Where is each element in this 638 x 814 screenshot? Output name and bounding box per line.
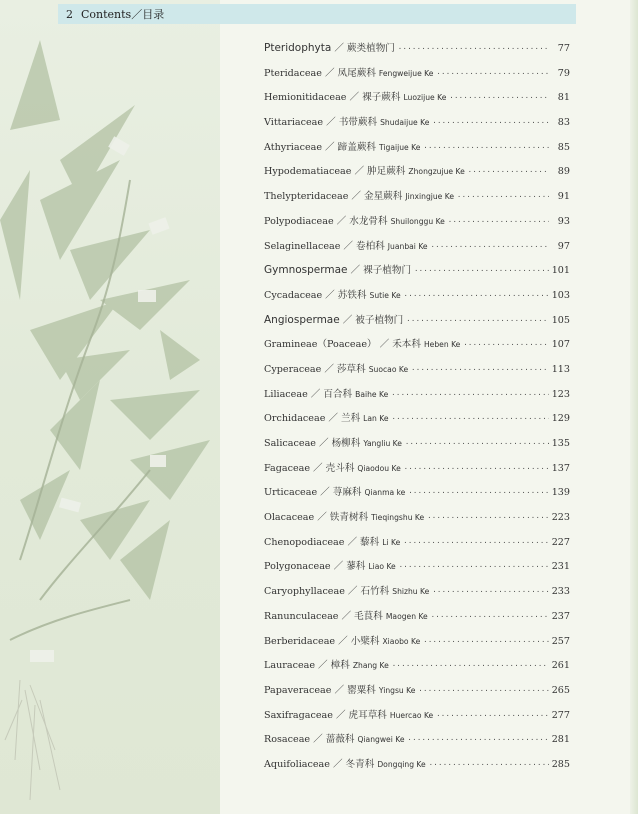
toc-entry[interactable] [264, 435, 570, 460]
toc-page-number: 97 [557, 240, 570, 252]
toc-entry[interactable] [264, 410, 570, 435]
toc-page-number: 129 [551, 413, 570, 425]
toc-page-number: 135 [551, 438, 570, 449]
toc-pinyin: Suocao Ke [368, 364, 409, 374]
toc-separator: ／ [342, 314, 353, 326]
toc-separator: ／ [354, 166, 365, 178]
running-header-title: Contents／目录 [81, 8, 165, 21]
toc-entry[interactable] [264, 534, 570, 559]
toc-latin-name: Athyriaceae [264, 141, 323, 153]
toc-leader-dots [423, 144, 549, 152]
toc-page-number: 103 [551, 289, 570, 301]
toc-page-number: 79 [557, 67, 570, 79]
toc-separator: ／ [332, 758, 343, 770]
toc-separator: ／ [333, 561, 344, 573]
toc-chinese-name: 肿足蕨科 [367, 166, 406, 178]
toc-entry[interactable] [264, 608, 570, 633]
toc-leader-dots [414, 267, 549, 275]
toc-separator: ／ [325, 289, 335, 301]
toc-leader-dots [408, 489, 548, 497]
toc-separator: ／ [318, 660, 328, 672]
toc-pinyin: Maogen Ke [385, 611, 428, 621]
toc-leader-dots [411, 366, 549, 374]
toc-page-number: 277 [551, 709, 570, 721]
toc-leader-dots [418, 687, 548, 695]
toc-separator: ／ [341, 610, 352, 622]
toc-separator: ／ [328, 413, 338, 425]
toc-pinyin: Lan Ke [363, 414, 389, 424]
toc-page-number: 101 [551, 265, 570, 277]
toc-page-number: 233 [551, 586, 570, 598]
toc-latin-name: Salicaceae [264, 438, 316, 449]
toc-pinyin: Li Ke [382, 537, 401, 547]
toc-latin-name: Pteridaceae [264, 67, 322, 79]
page-number: 2 [66, 7, 73, 21]
toc-pinyin: Zhongzujue Ke [408, 167, 465, 177]
toc-chinese-name: 蓼科 [346, 561, 366, 573]
toc-separator: ／ [325, 141, 335, 153]
toc-entry[interactable] [264, 89, 570, 114]
toc-latin-name: Hemionitidaceae [264, 92, 347, 104]
toc-page-number: 107 [551, 339, 570, 351]
toc-latin-name: Selaginellaceae [264, 240, 341, 252]
toc-leader-dots [404, 465, 549, 473]
toc-page-number: 85 [557, 141, 570, 153]
toc-page-number: 105 [551, 314, 570, 326]
running-header [58, 4, 576, 24]
toc-chinese-name: 荨麻科 [332, 487, 362, 499]
toc-entry[interactable] [264, 65, 570, 90]
toc-page-number: 231 [551, 561, 570, 573]
toc-entry[interactable] [264, 509, 570, 534]
toc-chinese-name: 兰科 [340, 413, 361, 425]
toc-latin-name: Papaveraceae [264, 684, 332, 696]
toc-separator: ／ [351, 191, 361, 203]
toc-separator: ／ [334, 684, 345, 696]
toc-chinese-name: 杨柳科 [331, 438, 361, 449]
toc-pinyin: Zhang Ke [352, 661, 389, 671]
toc-leader-dots [399, 563, 549, 571]
toc-entry[interactable] [264, 731, 570, 756]
toc-chinese-name: 书带蕨科 [338, 117, 378, 129]
toc-chinese-name: 莎草科 [336, 363, 366, 375]
toc-pinyin: Qianma ke [364, 488, 406, 498]
toc-latin-name: Gramineae（Poaceae） [264, 339, 377, 351]
toc-chinese-name: 石竹科 [360, 586, 390, 598]
toc-pinyin: Heben Ke [423, 340, 461, 350]
toc-entry[interactable] [264, 558, 570, 583]
toc-latin-name: Cyperaceae [264, 363, 322, 375]
toc-separator: ／ [379, 339, 390, 351]
toc-latin-name: Saxifragaceae [264, 709, 333, 721]
toc-entry[interactable] [264, 40, 570, 65]
toc-leader-dots [463, 341, 548, 349]
toc-leader-dots [392, 415, 549, 423]
toc-pinyin: Luozijue Ke [403, 93, 447, 103]
toc-separator: ／ [347, 536, 358, 548]
toc-latin-name: Lauraceae [264, 660, 316, 672]
toc-page-number: 123 [551, 388, 570, 400]
toc-latin-name: Aquifoliaceae [264, 758, 330, 770]
toc-latin-name: Pteridophyta [264, 42, 332, 54]
toc-leader-dots [431, 613, 549, 621]
toc-page-number: 261 [551, 660, 570, 672]
toc-separator: ／ [349, 92, 360, 104]
toc-chinese-name: 凤尾蕨科 [337, 67, 376, 79]
toc-pinyin: Juanbai Ke [387, 241, 428, 251]
toc-entry[interactable] [264, 361, 570, 386]
toc-entry[interactable] [264, 386, 570, 411]
toc-separator: ／ [343, 240, 354, 252]
toc-page-number: 227 [551, 536, 570, 548]
toc-leader-dots [427, 514, 548, 522]
toc-chinese-name: 罂粟科 [347, 684, 376, 696]
toc-latin-name: Vittariaceae [264, 117, 324, 129]
toc-separator: ／ [347, 586, 358, 598]
toc-chinese-name: 冬青科 [345, 758, 375, 770]
plant-illustration-panel [0, 0, 220, 814]
toc-page-number: 83 [557, 117, 570, 129]
toc-separator: ／ [324, 363, 334, 375]
toc-pinyin: Baihe Ke [355, 389, 389, 399]
toc-entry[interactable] [264, 633, 570, 658]
toc-pinyin: Fengweijue Ke [378, 68, 434, 78]
toc-latin-name: Urticaceae [264, 487, 318, 499]
toc-page-number: 81 [557, 92, 570, 104]
toc-chinese-name: 蕨类植物门 [346, 43, 395, 54]
toc-page-number: 77 [557, 43, 570, 54]
toc-separator: ／ [320, 487, 330, 499]
toc-latin-name: Ranunculaceae [264, 610, 339, 622]
toc-pinyin: Huercao Ke [389, 710, 434, 720]
toc-latin-name: Fagaceae [264, 462, 311, 474]
toc-leader-dots [449, 94, 549, 102]
toc-pinyin: Qiaodou Ke [357, 463, 401, 473]
toc-separator: ／ [313, 462, 323, 474]
toc-leader-dots [448, 218, 549, 226]
toc-chinese-name: 卷柏科 [356, 240, 385, 252]
toc-pinyin: Xiaobo Ke [382, 636, 421, 646]
toc-leader-dots [404, 292, 549, 300]
toc-pinyin: Sutie Ke [369, 290, 401, 300]
toc-chinese-name: 金星蕨科 [363, 191, 403, 203]
toc-latin-name: Rosaceae [264, 734, 311, 746]
toc-chinese-name: 百合科 [323, 388, 353, 400]
toc-leader-dots [436, 712, 548, 720]
toc-chinese-name: 苏铁科 [337, 289, 367, 301]
toc-pinyin: Tieqingshu Ke [371, 513, 425, 523]
toc-separator: ／ [338, 635, 348, 647]
toc-pinyin: Tigaijue Ke [379, 142, 421, 152]
toc-entry[interactable] [264, 460, 570, 485]
toc-page-number: 93 [557, 215, 570, 227]
toc-latin-name: Olacaceae [264, 512, 315, 524]
toc-latin-name: Chenopodiaceae [264, 536, 345, 548]
toc-entry[interactable] [264, 336, 570, 361]
toc-page-number: 257 [551, 635, 570, 647]
toc-pinyin: Yingsu Ke [378, 685, 416, 695]
toc-latin-name: Berberidaceae [264, 635, 336, 647]
toc-leader-dots [408, 736, 549, 744]
toc-leader-dots [392, 662, 549, 670]
toc-chinese-name: 藜科 [360, 536, 380, 548]
page-edge [630, 0, 638, 814]
toc-chinese-name: 虎耳草科 [348, 709, 387, 721]
toc-chinese-name: 毛茛科 [354, 610, 383, 622]
toc-leader-dots [403, 539, 548, 547]
toc-entry[interactable] [264, 188, 570, 213]
toc-latin-name: Polypodiaceae [264, 215, 334, 227]
toc-entry[interactable] [264, 114, 570, 139]
toc-pinyin: Yangliu Ke [363, 439, 402, 448]
toc-latin-name: Liliaceae [264, 388, 308, 400]
toc-entry[interactable] [264, 583, 570, 608]
toc-separator: ／ [336, 215, 347, 227]
toc-separator: ／ [310, 388, 321, 400]
toc-entry[interactable] [264, 312, 570, 337]
toc-leader-dots [431, 243, 549, 251]
toc-entry[interactable] [264, 484, 570, 509]
toc-leader-dots [391, 391, 548, 399]
toc-chinese-name: 蔷薇科 [325, 734, 355, 746]
toc-chinese-name: 小檗科 [350, 635, 380, 647]
toc-page-number: 113 [551, 363, 570, 375]
toc-separator: ／ [335, 709, 346, 721]
toc-leader-dots [398, 45, 549, 53]
toc-separator: ／ [318, 438, 329, 449]
toc-latin-name: Polygonaceae [264, 561, 331, 573]
toc-page-number: 265 [551, 684, 570, 696]
toc-latin-name: Thelypteridaceae [264, 191, 349, 203]
toc-latin-name: Orchidaceae [264, 413, 326, 425]
toc-latin-name: Angiospermae [264, 313, 340, 326]
toc-separator: ／ [324, 67, 335, 79]
toc-pinyin: Jinxingjue Ke [405, 192, 455, 202]
toc-entry[interactable] [264, 238, 570, 263]
toc-chinese-name: 裸子蕨科 [362, 92, 401, 104]
toc-chinese-name: 樟科 [330, 660, 350, 672]
toc-chinese-name: 禾本科 [392, 339, 421, 351]
toc-chinese-name: 裸子植物门 [363, 265, 412, 277]
toc-latin-name: Cycadaceae [264, 289, 323, 301]
toc-entry[interactable] [264, 163, 570, 188]
toc-page-number: 237 [551, 610, 570, 622]
toc-separator: ／ [350, 265, 361, 277]
toc-chinese-name: 蹄盖蕨科 [337, 141, 377, 153]
toc-leader-dots [429, 761, 549, 769]
toc-entry[interactable] [264, 707, 570, 732]
toc-leader-dots [432, 119, 549, 127]
toc-entry[interactable] [264, 657, 570, 682]
toc-page-number: 139 [551, 487, 570, 499]
toc-leader-dots [468, 168, 549, 176]
toc-pinyin: Shuilonggu Ke [390, 216, 445, 226]
toc-leader-dots [436, 70, 549, 78]
toc-entry[interactable] [264, 756, 570, 781]
toc-entry[interactable] [264, 262, 570, 287]
toc-leader-dots [457, 193, 549, 201]
toc-chinese-name: 铁青树科 [329, 512, 369, 524]
toc-separator: ／ [334, 43, 344, 54]
toc-separator: ／ [326, 117, 336, 129]
toc-leader-dots [423, 638, 548, 646]
toc-chinese-name: 被子植物门 [355, 314, 404, 326]
toc-leader-dots [432, 588, 548, 596]
toc-page-number: 281 [551, 734, 570, 746]
toc-chinese-name: 水龙骨科 [349, 215, 388, 227]
toc-entry[interactable] [264, 287, 570, 312]
toc-pinyin: Shizhu Ke [392, 587, 430, 597]
toc-pinyin: Liao Ke [368, 562, 396, 572]
toc-latin-name: Caryophyllaceae [264, 586, 345, 598]
toc-entry[interactable] [264, 139, 570, 164]
toc-latin-name: Hypodematiaceae [264, 166, 352, 178]
toc-entry[interactable] [264, 213, 570, 238]
toc-pinyin: Qiangwei Ke [357, 735, 405, 745]
toc-pinyin: Shudaijue Ke [380, 118, 430, 128]
toc-leader-dots [405, 440, 549, 448]
table-of-contents [264, 40, 570, 781]
toc-leader-dots [406, 317, 548, 325]
toc-separator: ／ [317, 512, 327, 524]
toc-latin-name: Gymnospermae [264, 264, 348, 277]
toc-page-number: 89 [557, 166, 570, 178]
toc-page-number: 223 [551, 512, 570, 524]
toc-separator: ／ [313, 734, 323, 746]
toc-page-number: 91 [557, 191, 570, 203]
herbarium-plant-image [0, 0, 220, 814]
toc-chinese-name: 壳斗科 [325, 462, 355, 474]
toc-entry[interactable] [264, 682, 570, 707]
toc-page-number: 137 [551, 462, 570, 474]
toc-pinyin: Dongqing Ke [377, 759, 426, 769]
toc-page-number: 285 [551, 758, 570, 770]
